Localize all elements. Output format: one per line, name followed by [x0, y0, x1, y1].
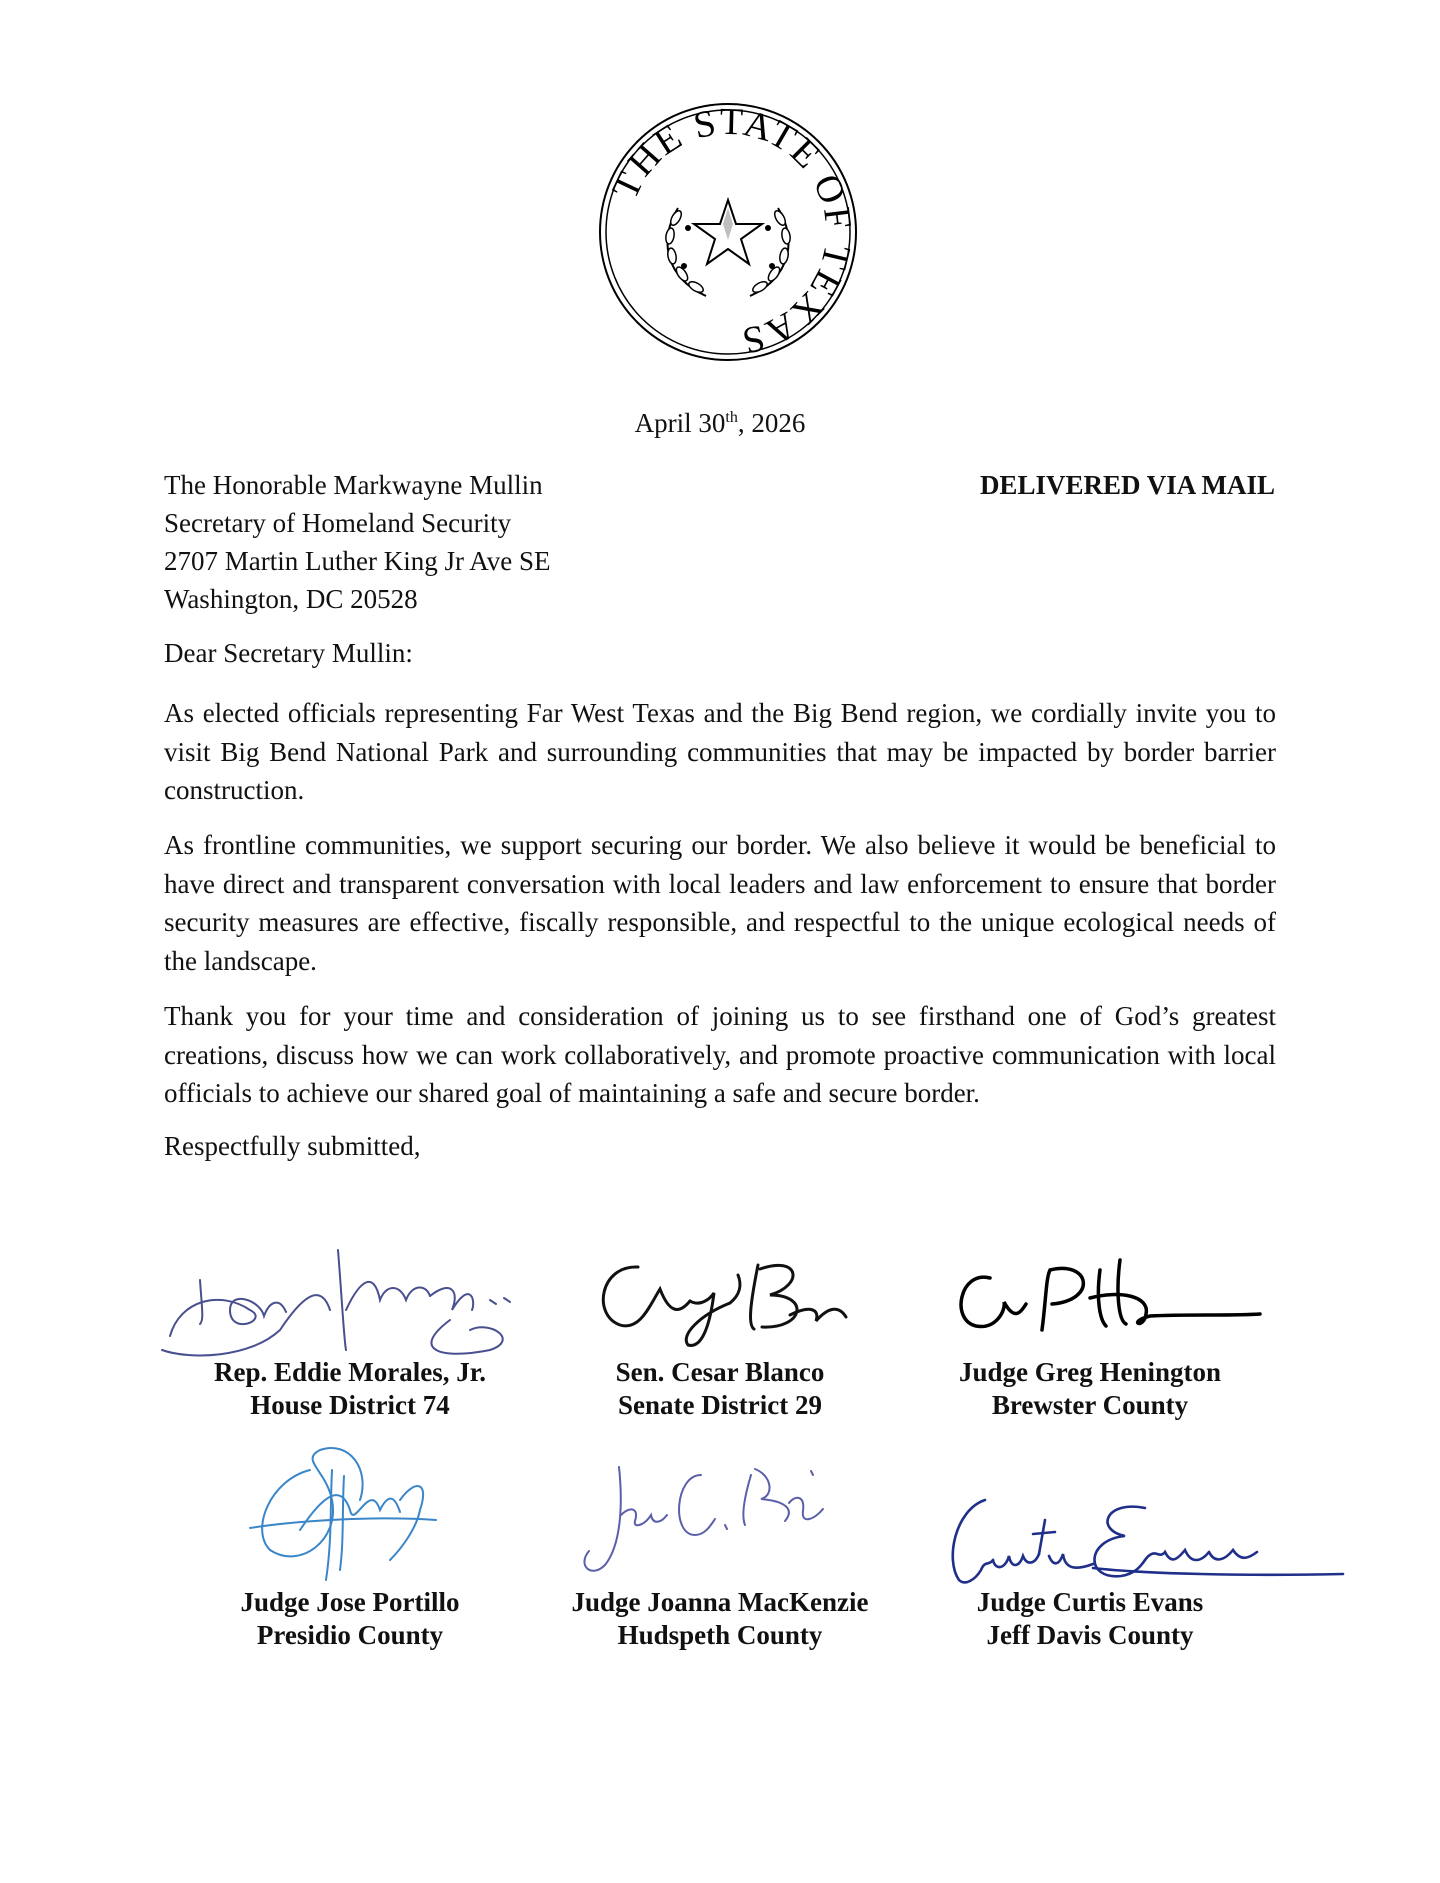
- signatory-name: Rep. Eddie Morales, Jr.: [214, 1357, 486, 1387]
- signatory-office: Senate District 29: [618, 1390, 822, 1420]
- signatory-office: House District 74: [250, 1390, 450, 1420]
- signature-evans: [945, 1490, 1345, 1600]
- signatory-mackenzie: [520, 1586, 920, 1652]
- signatory-name: Judge Jose Portillo: [240, 1587, 460, 1617]
- signatory-office: Hudspeth County: [617, 1620, 823, 1650]
- signatory-name: Sen. Cesar Blanco: [615, 1357, 825, 1387]
- signatory-portillo: [150, 1586, 550, 1652]
- signatory-office: Jeff Davis County: [986, 1620, 1194, 1650]
- date-ordinal: th: [725, 409, 738, 426]
- body-paragraph: Thank you for your time and consideration of joining us to see firsthand one of God’s greatest creations, discuss how we can work collaboratively, and promote proactive communication with local officials to achieve our shared goal of maintaining a safe and secure border.: [164, 1001, 1276, 1108]
- recipient-name: The Honorable Markwayne Mullin: [164, 470, 543, 500]
- recipient-city: Washington, DC 20528: [164, 584, 418, 614]
- body-paragraph: As elected officials representing Far West Texas and the Big Bend region, we cordially invite you to visit Big Bend National Park and surrounding communities that may be impacted by border barrier construction.: [164, 698, 1276, 805]
- signature-blanco: [590, 1245, 860, 1355]
- seal-text: THE STATE OF TEXAS: [604, 100, 860, 363]
- closing: Respectfully submitted,: [164, 1131, 421, 1161]
- signature-henington: [950, 1250, 1270, 1350]
- signatory-evans: [890, 1586, 1290, 1652]
- letter-date: April 30th, 2026: [634, 408, 806, 438]
- signatory-morales: [150, 1356, 550, 1422]
- signature-morales: [160, 1240, 540, 1360]
- salutation: Dear Secretary Mullin:: [164, 638, 413, 668]
- recipient-street: 2707 Martin Luther King Jr Ave SE: [164, 546, 551, 576]
- signatory-office: Presidio County: [256, 1620, 444, 1650]
- recipient-address: [164, 466, 550, 618]
- signatory-blanco: [520, 1356, 920, 1422]
- signatory-name: Judge Joanna MacKenzie: [571, 1587, 869, 1617]
- signature-mackenzie: [575, 1455, 835, 1585]
- signatory-name: Judge Curtis Evans: [976, 1587, 1204, 1617]
- signature-portillo: [240, 1440, 460, 1590]
- signatory-henington: [890, 1356, 1290, 1422]
- signatory-office: Brewster County: [991, 1390, 1189, 1420]
- texas-state-seal: [596, 100, 860, 364]
- signatory-name: Judge Greg Henington: [958, 1357, 1222, 1387]
- delivery-method: DELIVERED VIA MAIL: [979, 470, 1275, 500]
- recipient-title: Secretary of Homeland Security: [164, 508, 512, 538]
- body-paragraph: As frontline communities, we support securing our border. We also believe it would be beneficial to have direct and transparent conversation with local leaders and law enforcement to ensure that border security measures are effective, fiscally responsible, and respectful to the unique ecological needs of the landscape.: [164, 830, 1276, 976]
